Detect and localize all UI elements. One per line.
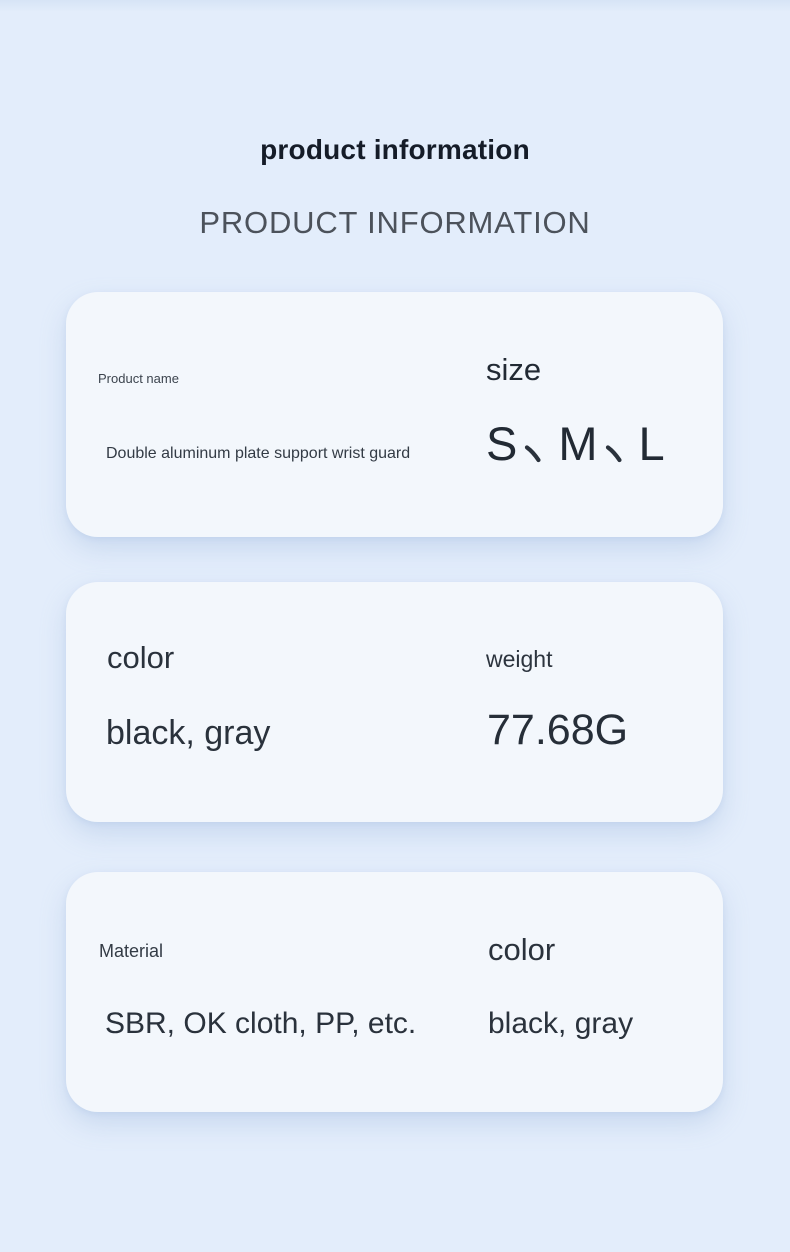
material-label: Material: [99, 941, 164, 961]
product-name-value: Double aluminum plate support wrist guard: [106, 445, 411, 462]
size-value: S M L: [486, 417, 665, 470]
ideographic-comma-icon: [603, 443, 625, 465]
ideographic-comma-icon: [522, 443, 544, 465]
card-product-name-size: [66, 292, 723, 537]
page-title: product information: [260, 134, 530, 165]
weight-value: 77.68G: [487, 706, 629, 754]
product-name-label: Product name: [98, 371, 179, 386]
color-value: black, gray: [106, 714, 271, 752]
card-material-color: [66, 872, 723, 1112]
color-label-2: color: [488, 932, 556, 967]
card-color-weight: [66, 582, 723, 822]
page-subtitle: PRODUCT INFORMATION: [199, 205, 591, 240]
weight-label: weight: [486, 646, 553, 672]
size-label: size: [486, 352, 542, 387]
color-value-2: black, gray: [488, 1007, 634, 1040]
color-label: color: [107, 640, 175, 675]
material-value: SBR, OK cloth, PP, etc.: [105, 1007, 417, 1040]
